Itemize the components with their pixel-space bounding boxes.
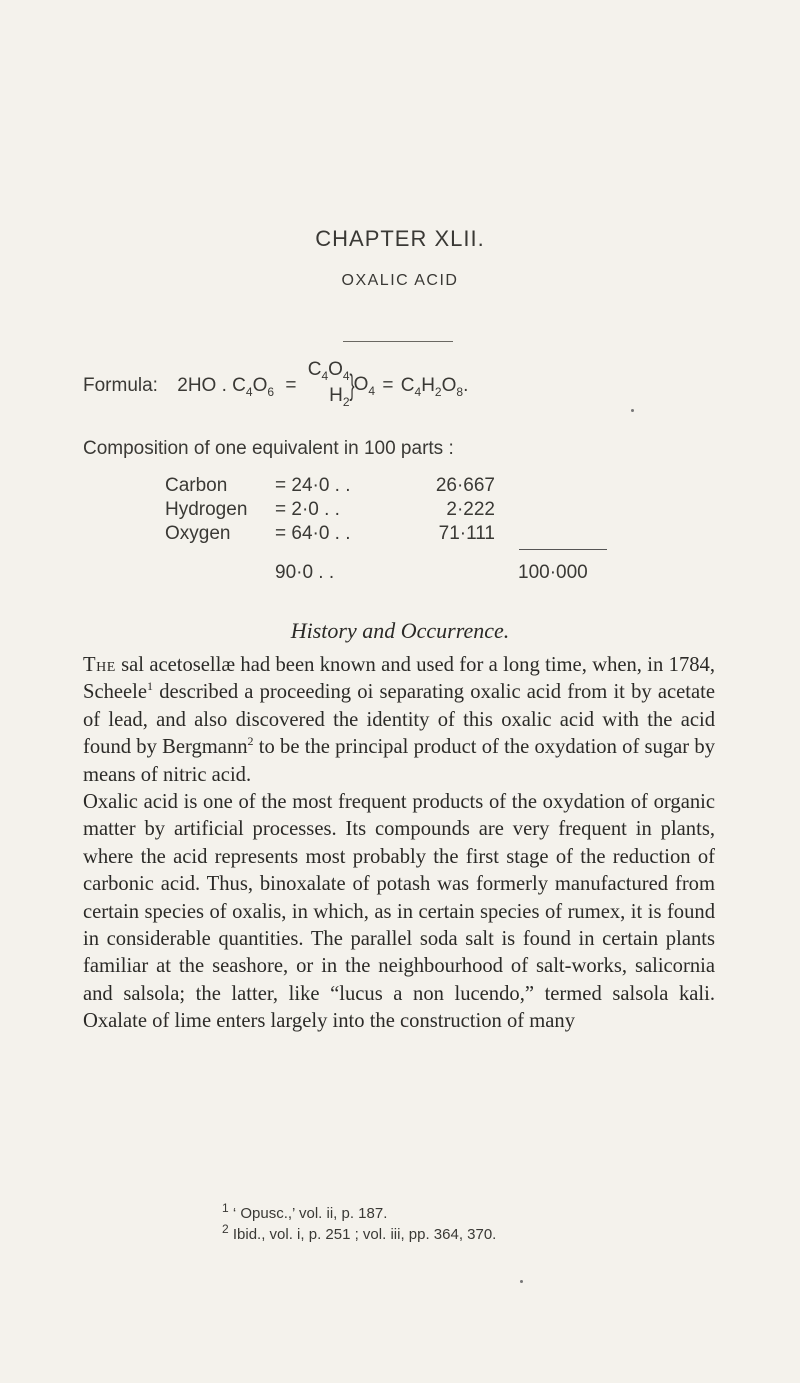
section-heading: History and Occurrence.	[290, 618, 510, 643]
formula-equals: =	[285, 374, 297, 396]
percent-value: 2·222	[446, 499, 495, 520]
formula-bracket-group: $C_4O_4$ $H_2$ }$O_4$	[307, 359, 376, 409]
equivalent-value: = 2·0 . .	[275, 499, 340, 520]
formula-result: $C_4H_2O_8$.	[400, 374, 469, 399]
equivalent-value: = 24·0 . .	[275, 475, 351, 496]
footnotes	[222, 1203, 496, 1245]
percent-value: 71·111	[438, 523, 495, 544]
paragraph-1: The sal acetosellæ had been known and used for a long time, when, in 1784, Scheele$^1$ described a proceeding oi separating oxalic acid from it by acetate of lead, and also discovered the identity of this oxalic acid with the acid found by Bergmann$^2$ to be the principal product of the oxydation of sugar by means of nitric acid.	[83, 654, 715, 786]
total-value: 90·0 . .	[275, 562, 335, 583]
composition-row	[165, 522, 495, 546]
composition-table	[165, 474, 495, 546]
composition-row	[165, 498, 495, 522]
composition-heading: Composition of one equivalent in 100 parts :	[83, 438, 454, 459]
formula-label: Formula:	[83, 374, 158, 396]
formula-equals-2: =	[382, 374, 394, 396]
paragraph-2: Oxalic acid is one of the most frequent products of the oxydation of organic matter by artificial processes. Its compounds are very frequent in plants, where the acid represents most probably the first stage of the reduction of carbonic acid. Thus, binoxalate of potash was formerly manufactured from certain species of oxalis, in which, as in certain species of rumex, it is found in considerable quantities. The parallel soda salt is found in certain plants familiar at the seashore, or in the neighbourhood of salt-works, salicornia and salsola; the latter, like “lucus a non lucendo,” termed salsola kali. Oxalate of lime enters largely into the construction of many	[83, 791, 715, 1033]
sum-rule	[519, 549, 607, 550]
chapter-heading	[0, 226, 800, 290]
footnote-ref-2: 2	[247, 734, 254, 749]
composition-row	[165, 474, 495, 498]
footnote-ref-1: 1	[147, 679, 154, 694]
footnote-2: $^2$ Ibid., vol. i, p. 251 ; vol. iii, pp. 364, 370.	[222, 1222, 497, 1243]
percent-value: 26·667	[435, 475, 495, 496]
footnote-1: $^1$ ‘ Opusc.,’ vol. ii, p. 187.	[222, 1201, 388, 1222]
element-name: Hydrogen	[165, 499, 248, 520]
formula-lhs: 2HO . $C_4O_6$	[177, 374, 275, 399]
print-speck	[520, 1280, 523, 1283]
print-speck	[631, 409, 634, 412]
heading-divider	[343, 341, 453, 342]
chapter-title: CHAPTER XLII.	[315, 226, 485, 251]
chapter-subtitle: OXALIC ACID	[341, 272, 459, 289]
total-percent: 100·000	[518, 562, 588, 583]
element-name: Oxygen	[165, 523, 231, 544]
equivalent-value: = 64·0 . .	[275, 523, 351, 544]
element-name: Carbon	[165, 475, 228, 496]
chemical-formula	[83, 360, 468, 412]
body-text	[83, 652, 715, 1036]
